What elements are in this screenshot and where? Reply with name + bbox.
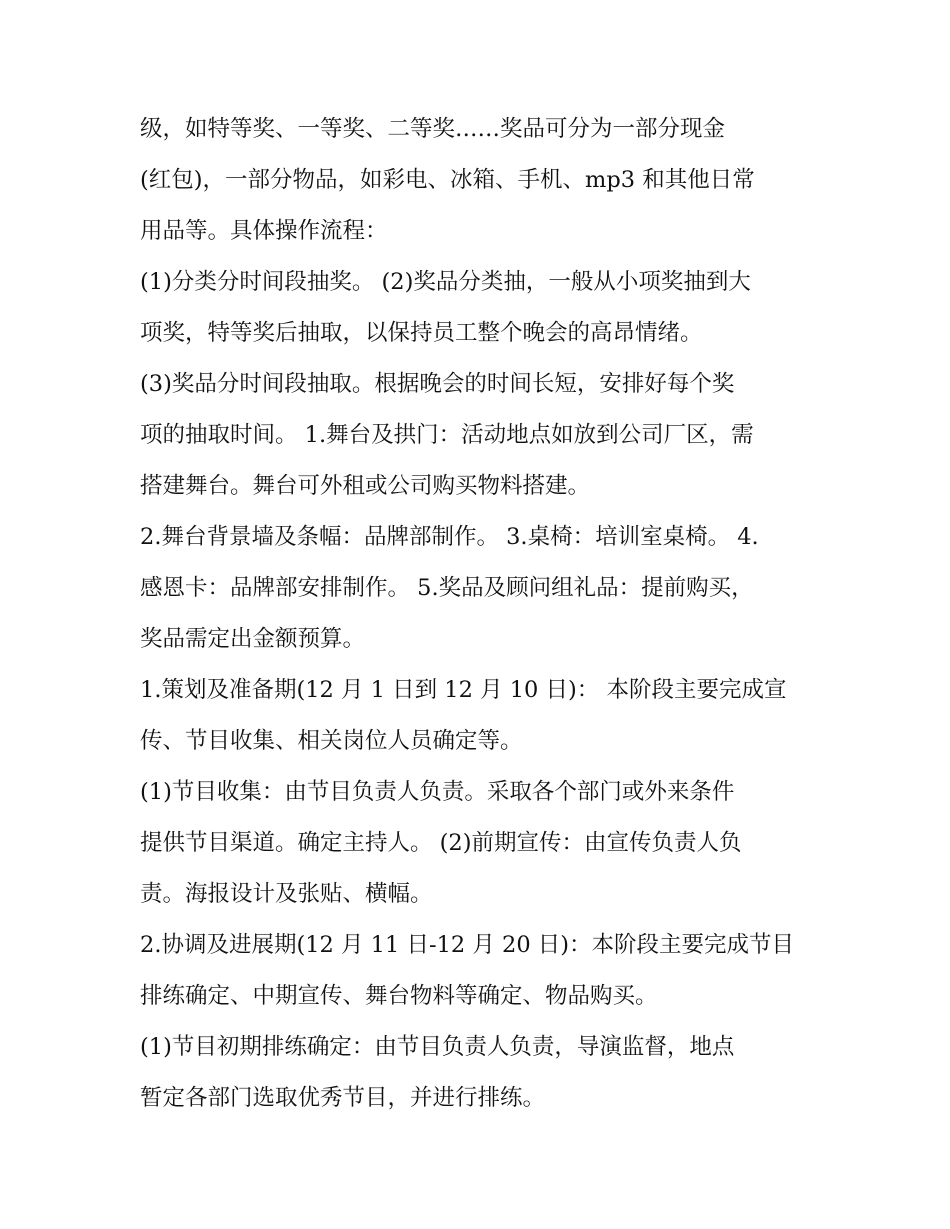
text-line: 项奖，特等奖后抽取，以保持员工整个晚会的高昂情绪。 [140, 320, 703, 346]
text-line: 搭建舞台。舞台可外租或公司购买物料搭建。 [140, 473, 591, 499]
text-line: (红包)，一部分物品，如彩电、冰箱、手机、mp3 和其他日常 [140, 167, 755, 193]
text-line: 传、节目收集、相关岗位人员确定等。 [140, 728, 523, 754]
text-line: (3)奖品分时间段抽取。根据晚会的时间长短，安排好每个奖 [140, 371, 735, 397]
text-line: 用品等。具体操作流程： [140, 218, 388, 244]
text-line: (1)分类分时间段抽奖。 (2)奖品分类抽，一般从小项奖抽到大 [140, 269, 751, 295]
document-body [140, 104, 810, 1124]
text-line: (1)节目初期排练确定：由节目负责人负责，导演监督，地点 [140, 1034, 735, 1060]
text-line: 级，如特等奖、一等奖、二等奖……奖品可分为一部分现金 [140, 116, 726, 142]
text-line: 提供节目渠道。确定主持人。 (2)前期宣传：由宣传负责人负 [140, 830, 742, 856]
text-line: 奖品需定出金额预算。 [140, 626, 366, 652]
text-line: 1.策划及准备期(12 月 1 日到 12 月 10 日)： 本阶段主要完成宣 [140, 677, 787, 703]
text-line: 项的抽取时间。 1.舞台及拱门：活动地点如放到公司厂区，需 [140, 422, 754, 448]
text-line: (1)节目收集：由节目负责人负责。采取各个部门或外来条件 [140, 779, 735, 805]
text-line: 排练确定、中期宣传、舞台物料等确定、物品购买。 [140, 983, 658, 1009]
text-line: 暂定各部门选取优秀节目，并进行排练。 [140, 1085, 546, 1111]
text-line: 2.舞台背景墙及条幅：品牌部制作。 3.桌椅：培训室桌椅。 4. [140, 524, 759, 550]
text-line: 2.协调及进展期(12 月 11 日-12 月 20 日)：本阶段主要完成节目 [140, 932, 795, 958]
text-line: 责。海报设计及张贴、横幅。 [140, 881, 433, 907]
text-line: 感恩卡：品牌部安排制作。 5.奖品及顾问组礼品：提前购买， [140, 575, 754, 601]
